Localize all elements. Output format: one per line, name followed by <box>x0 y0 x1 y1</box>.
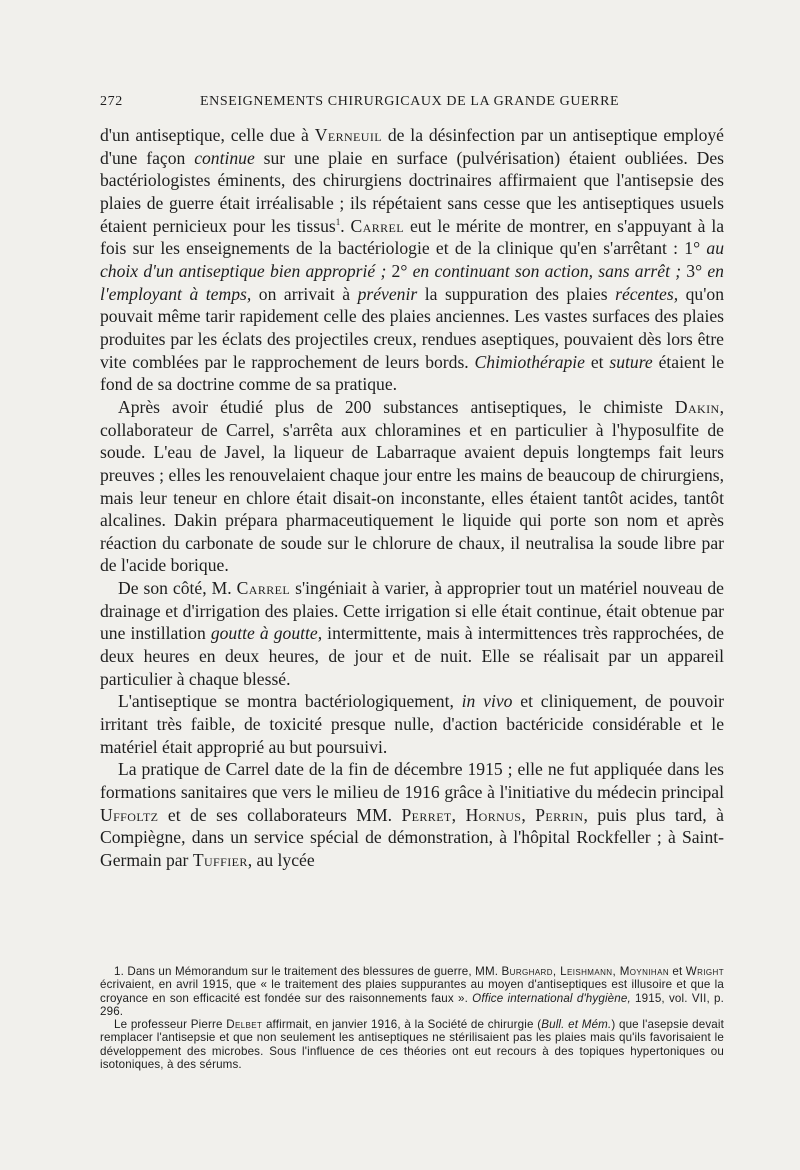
paragraph <box>100 124 724 396</box>
emphasis: récentes, <box>615 283 679 304</box>
text-run: La pratique de Carrel date de la fin de décembre 1915 ; elle ne fut appliquée dans les formations sanitaires que vers le milieu de 1916 grâce à l'initiative du médecin principal <box>100 759 724 803</box>
text-run: d'un antiseptique, celle due à <box>100 125 315 145</box>
text-run: Après avoir étudié plus de 200 substances antiseptiques, le chimiste <box>118 396 675 417</box>
emphasis: Bull. et Mém. <box>541 1018 612 1032</box>
emphasis: prévenir <box>357 283 418 304</box>
emphasis: continue <box>194 147 255 168</box>
text-run: et de ses collaborateurs MM. <box>158 804 402 825</box>
main-text <box>100 124 724 872</box>
author-name: Perrin <box>535 804 584 825</box>
text-run: eut le mérite de montrer, en s'appuyant à la fois sur les enseignements de la bactériologie et de la clinique qu'en s'arrêtant : 1° <box>100 215 725 259</box>
text-run: Le professeur Pierre <box>114 1018 227 1032</box>
text-run: , au lycée <box>247 850 315 870</box>
text-run: et <box>669 965 686 978</box>
footnote <box>100 965 724 1018</box>
author-name: Perret <box>401 804 452 825</box>
text-run: , <box>521 804 536 825</box>
text-run: et <box>585 351 610 372</box>
text-run: , <box>451 804 466 825</box>
text-run: . <box>340 215 351 236</box>
emphasis: suture <box>609 351 653 372</box>
text-run: s'ingéniait à varier, à approprier tout un matériel nouveau de drainage et d'irrigation des plaies. Cette irrigation si elle était continue, était obtenue par une instillation <box>100 578 724 644</box>
author-name: Uffoltz <box>100 804 159 825</box>
text-run: 2° <box>386 260 413 281</box>
emphasis: en continuant son action, sans arrêt ; <box>412 260 682 281</box>
running-title: ENSEIGNEMENTS CHIRURGICAUX DE LA GRANDE GUERRE <box>200 94 620 109</box>
text-run: intermittente, mais à intermittences très rapprochées, de deux heures en deux heures, de jour et de nuit. Elle se réalisait par un appareil particulier à chaque blessé. <box>100 623 724 689</box>
text-run: la suppuration des plaies <box>417 283 616 304</box>
text-run: 3° <box>681 260 708 281</box>
text-run: et cliniquement, de pouvoir irritant très faible, de toxicité presque nulle, d'action bactéricide considérable et le matériel était approprié au but poursuivi. <box>100 691 724 757</box>
emphasis: in vivo <box>461 691 513 712</box>
text-run: 1. Dans un Mémorandum sur le traitement des blessures de guerre, MM. <box>114 965 502 978</box>
emphasis: au choix d'un antiseptique bien approprié ; <box>100 238 724 281</box>
author-name: Verneuil <box>314 125 382 145</box>
text-run: sur une plaie en surface (pulvérisation) étaient oubliées. Des bactériologistes éminents, des chirurgiens doctrinaires affirmaient que l'antisepsie des plaies de guerre était irréalisable ; ils répétaient sans cesse que les antiseptiques usuels étaient pernicieux pour les tissus <box>100 147 724 236</box>
text-run: , collaborateur de Carrel, s'arrêta aux chloramines et en particulier à l'hyposulfite de soude. L'eau de Javel, la liqueur de Labarraque avaient depuis longtemps fait leurs preuves ; elles les renouvelaient chaque jour entre les mains de beaucoup de chirurgiens, mais leur teneur en chlore était disait-on inconstante, elles étaient tantôt acides, tantôt alcalines. Dakin prépara pharmaceutiquement le liquide qui porte son nom et après réaction du carbonate de soude sur le chlorure de chaux, il neutralisa la soude libre par de l'acide borique. <box>100 396 724 576</box>
text-run: De son côté, M. <box>118 578 237 599</box>
text-run: ) que l'asepsie devait remplacer l'antisepsie et que non seulement les antiseptiques ne stérilisaient pas les plaies mais qu'ils favorisaient le développement des microbes. Sous l'influence de ces théories ont eut recours à des topiques hypertoniques ou isotoniques, à des sérums. <box>100 1018 724 1072</box>
paragraph <box>100 690 724 758</box>
emphasis: Office international d'hygiène, <box>472 991 631 1005</box>
paragraph <box>100 758 724 871</box>
emphasis: Chimiothérapie <box>474 351 585 372</box>
text-run: on arrivait à <box>251 283 358 304</box>
text-run: qu'on pouvait même tarir rapidement celle des plaies anciennes. Les vastes surfaces des plaies produites par les éclats des projectiles creux, rendues aseptiques, pouvaient dès lors être vite comblées par le rapprochement de leurs bords. <box>100 283 724 372</box>
text-run: , puis plus tard, à Compiègne, dans un service spécial de démonstration, à l'hôpital Rockfeller ; à Saint-Germain par <box>100 804 724 870</box>
author-name: Dakin <box>674 396 720 417</box>
text-run: étaient le fond de sa doctrine comme de sa pratique. <box>100 351 725 395</box>
author-name: Carrel <box>350 215 405 236</box>
author-name: Wright <box>685 965 724 978</box>
footnote-marker[interactable]: 1 <box>335 216 341 227</box>
author-name: Delbet <box>226 1018 263 1032</box>
author-name: Tuffier <box>192 850 248 870</box>
author-name: Burghard, Leishmann, Moynihan <box>501 965 670 978</box>
page-number: 272 <box>100 94 123 109</box>
author-name: Carrel <box>236 578 291 599</box>
author-name: Hornus <box>465 804 522 825</box>
text-run: écrivaient, en avril 1915, que « le traitement des plaies suppurantes au moyen d'antiseptiques est illusoire et que la croyance en son efficacité est fondée sur des raisonnements faux ». <box>100 978 724 1005</box>
paragraph <box>100 396 724 577</box>
paragraph <box>100 577 724 690</box>
emphasis: goutte à goutte, <box>210 623 323 644</box>
footnotes <box>100 965 724 1071</box>
text-run: 1915, vol. VII, p. 296. <box>100 991 724 1018</box>
text-run: affirmait, en janvier 1916, à la Société de chirurgie ( <box>262 1018 542 1032</box>
text-run: L'antiseptique se montra bactériologiquement, <box>118 691 462 712</box>
footnote <box>100 1018 724 1071</box>
text-run: de la désinfection par un antiseptique employé d'une façon <box>100 125 724 168</box>
emphasis: en l'employant à temps, <box>100 260 724 304</box>
